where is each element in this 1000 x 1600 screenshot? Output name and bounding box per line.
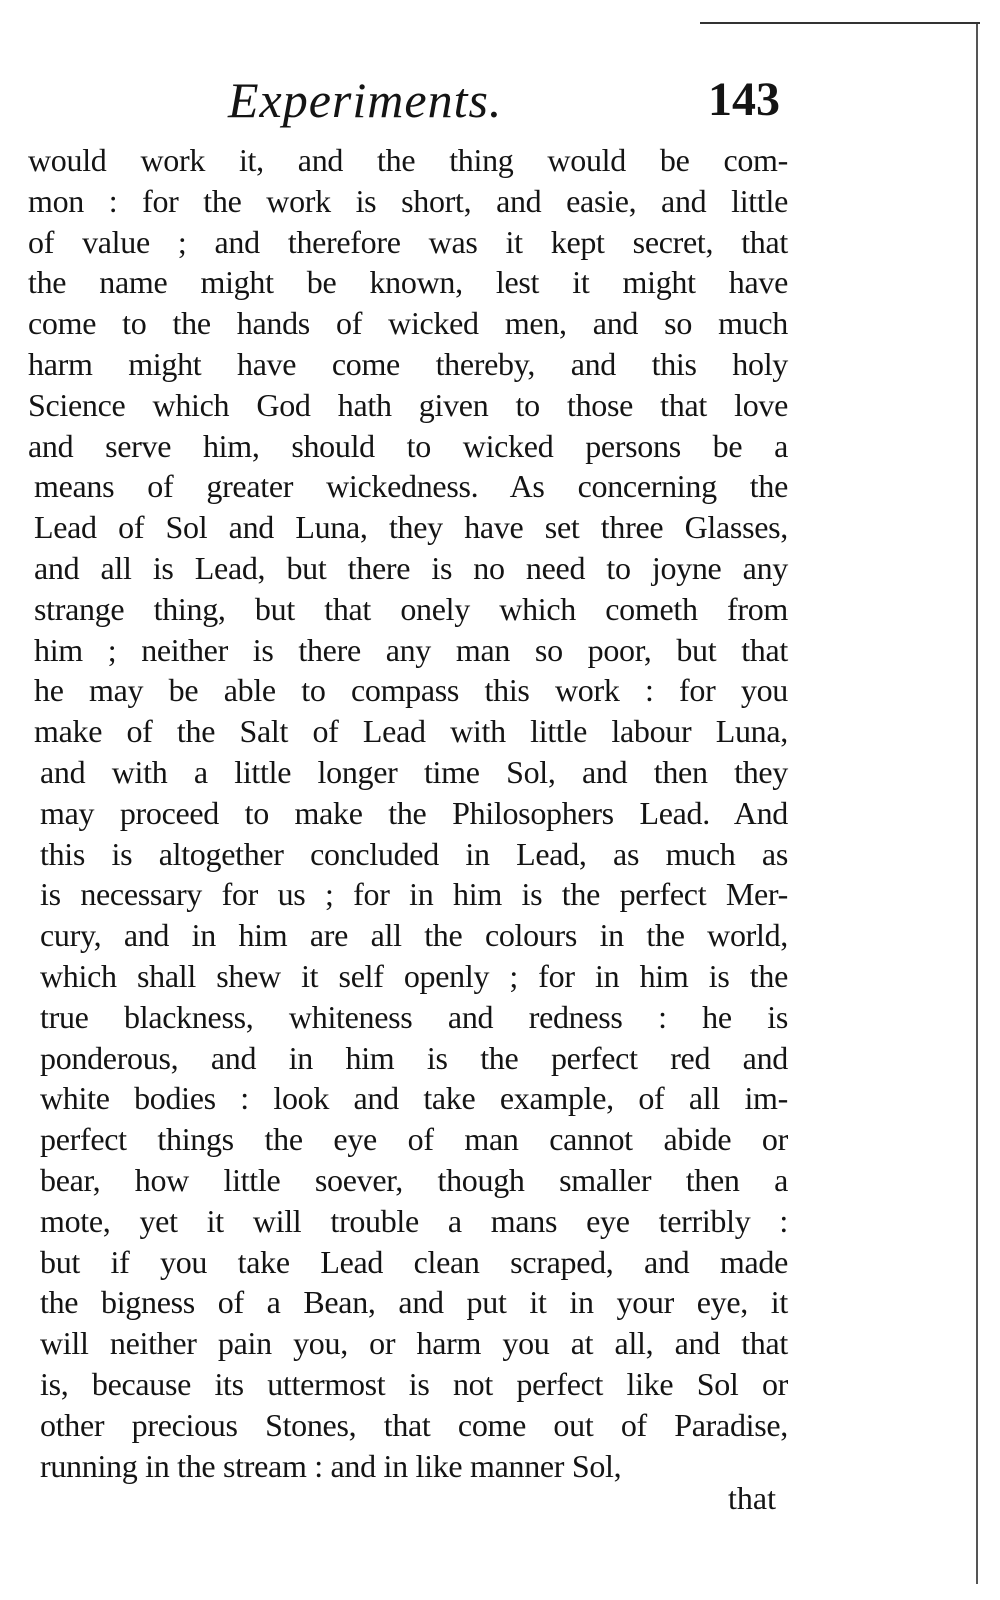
text-line: but if you take Lead clean scraped, and made bbox=[40, 1243, 788, 1280]
text-line: harm might have come thereby, and this holy bbox=[28, 345, 788, 382]
text-line: strange thing, but that onely which cometh from bbox=[34, 590, 788, 627]
text-line: may proceed to make the Philosophers Lead. And bbox=[40, 794, 788, 831]
text-line: is, because its uttermost is not perfect like Sol or bbox=[40, 1365, 788, 1402]
text-line: other precious Stones, that come out of Paradise, bbox=[40, 1406, 788, 1443]
text-line: of value ; and therefore was it kept secret, that bbox=[28, 223, 788, 260]
text-line: and all is Lead, but there is no need to joyne any bbox=[34, 549, 788, 586]
text-line: is necessary for us ; for in him is the perfect Mer- bbox=[40, 876, 788, 913]
body-text bbox=[28, 140, 788, 1486]
text-line: Science which God hath given to those that love bbox=[28, 386, 788, 423]
text-line: means of greater wickedness. As concerning the bbox=[34, 468, 788, 505]
page-number: 143 bbox=[708, 73, 780, 126]
catchword: that bbox=[728, 1480, 776, 1516]
text-line: cury, and in him are all the colours in the world, bbox=[40, 917, 788, 954]
text-line: come to the hands of wicked men, and so much bbox=[28, 305, 788, 342]
text-line: which shall shew it self openly ; for in him is the bbox=[40, 957, 788, 994]
text-line: true blackness, whiteness and redness : he is bbox=[40, 998, 788, 1035]
text-line: the bigness of a Bean, and put it in your eye, it bbox=[40, 1284, 788, 1321]
text-line: running in the stream : and in like manner Sol, bbox=[40, 1447, 622, 1484]
page-header bbox=[220, 70, 780, 150]
page-edge-right bbox=[976, 24, 978, 1584]
text-line: mote, yet it will trouble a mans eye terribly : bbox=[40, 1202, 788, 1239]
running-title: Experiments. bbox=[228, 72, 503, 128]
text-line: will neither pain you, or harm you at all, and that bbox=[40, 1325, 788, 1362]
text-line: him ; neither is there any man so poor, but that bbox=[34, 631, 788, 668]
text-line: Lead of Sol and Luna, they have set three Glasses, bbox=[34, 509, 788, 546]
text-line: bear, how little soever, though smaller then a bbox=[40, 1161, 788, 1198]
text-line: this is altogether concluded in Lead, as much as bbox=[40, 835, 788, 872]
text-line: would work it, and the thing would be com- bbox=[28, 142, 788, 178]
text-line: he may be able to compass this work : for you bbox=[34, 672, 788, 709]
text-line: mon : for the work is short, and easie, and little bbox=[28, 182, 788, 219]
text-line: the name might be known, lest it might have bbox=[28, 264, 788, 301]
text-line: and with a little longer time Sol, and then they bbox=[40, 753, 788, 790]
text-line: and serve him, should to wicked persons be a bbox=[28, 427, 788, 464]
text-line: white bodies : look and take example, of all im- bbox=[40, 1080, 788, 1117]
page-edge-top bbox=[700, 22, 980, 24]
text-line: ponderous, and in him is the perfect red and bbox=[40, 1039, 788, 1076]
text-line: make of the Salt of Lead with little labour Luna, bbox=[34, 713, 788, 750]
text-line: perfect things the eye of man cannot abide or bbox=[40, 1121, 788, 1158]
